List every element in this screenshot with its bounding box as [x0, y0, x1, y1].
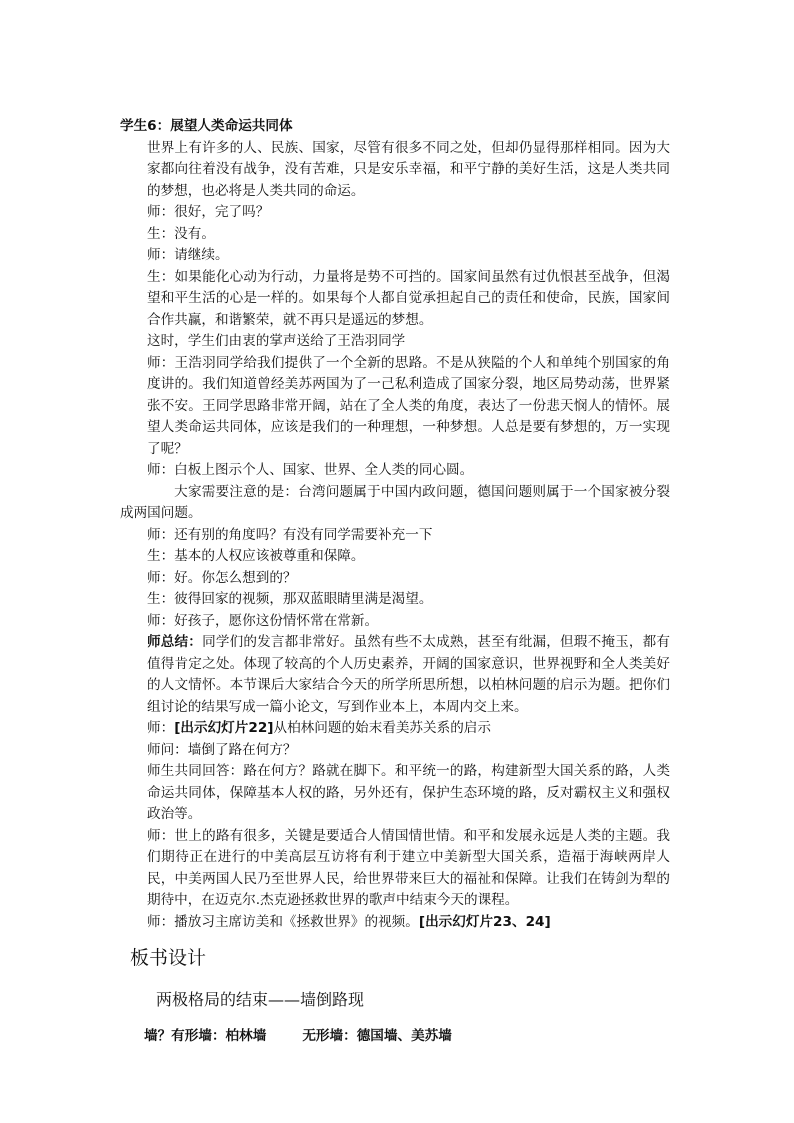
paragraph-9-text: 大家需要注意的是：台湾问题属于中国内政问题，德国问题则属于一个国家被分裂成两国问题。 [120, 483, 670, 521]
paragraph-19: 师：世上的路有很多，关键是要适合人情国情世情。和平和发展永远是人类的主题。我们期待正在进行的中美高层互访将有利于建立中美新型大国关系，造福于海峡两岸人民，中美两国人民乃至世界人民，给世界带来巨大的福祉和保障。让我们在铸剑为犁的期待中，在迈克尔.杰克逊拯救世界的歌声中结束今天的课程。 [147, 827, 670, 908]
paragraph-18: 师生共同回答：路在何方？路就在脚下。和平统一的路，构建新型大国关系的路，人类命运共同体，保障基本人权的路，另外还有，保护生态环境的路，反对霸权主义和强权政治等。 [147, 763, 670, 822]
board-row [144, 1025, 670, 1047]
paragraph-15 [120, 632, 670, 718]
paragraph-6: 这时，学生们由衷的掌声送给了王浩羽同学 [147, 333, 406, 349]
slide-22-label: [出示幻灯片22] [174, 720, 274, 736]
p20-text: 师：播放习主席访美和《拯救世界》的视频。 [147, 913, 419, 930]
paragraph-4: 师：请继续。 [147, 247, 229, 263]
p16-text: 从柏林问题的始末看美苏关系的启示 [273, 720, 491, 736]
paragraph-1: 世界上有许多的人、民族、国家，尽管有很多不同之处，但却仍显得那样相同。因为大家都向往着没有战争，没有苦难，只是安乐幸福，和平宁静的美好生活，这是人类共同的梦想，也必将是人类共同的命运。 [147, 139, 670, 199]
paragraph-9 [120, 482, 670, 525]
paragraph-2: 师：很好，完了吗？ [147, 204, 270, 220]
document-page [120, 116, 670, 1047]
paragraph-17: 师问：墙倒了路在何方？ [147, 741, 297, 758]
slide-23-24-label: [出示幻灯片23、24] [418, 913, 551, 930]
paragraph-8: 师：白板上图示个人、国家、世界、全人类的同心圆。 [147, 462, 474, 478]
board-subtitle: 两极格局的结束——墙倒路现 [156, 990, 365, 1009]
summary-text: 同学们的发言都非常好。虽然有些不太成熟，甚至有纰漏，但瑕不掩玉，都有值得肯定之处。体现了较高的个人历史素养，开阔的国家意识，世界视野和全人类美好的人文情怀。本节课后大家结合今天的所学所思所想，以柏林问题的启示为题。把你们组讨论的结果写成一篇小论文，写到作业本上，本周内交上来。 [147, 634, 671, 715]
board-design-title: 板书设计 [130, 947, 207, 969]
paragraph-5: 生：如果能化心动为行动，力量将是势不可挡的。国家间虽然有过仇恨甚至战争，但渴望和平生活的心是一样的。如果每个人都自觉承担起自己的责任和使命，民族，国家间合作共赢，和谐繁荣，就不再只是遥远的梦想。 [147, 268, 670, 328]
paragraph-16 [120, 718, 670, 740]
paragraph-14: 师：好孩子，愿你这份情怀常在常新。 [147, 612, 379, 629]
board-row-left: 墙？有形墙：柏林墙 [144, 1028, 267, 1044]
summary-label: 师总结： [147, 634, 203, 650]
paragraph-12: 师：好。你怎么想到的？ [147, 569, 297, 586]
paragraph-13: 生：彼得回家的视频，那双蓝眼睛里满是渴望。 [147, 591, 433, 607]
paragraph-3: 生：没有。 [147, 225, 215, 242]
paragraph-7: 师：王浩羽同学给我们提供了一个全新的思路。不是从狭隘的个人和单纯个别国家的角度讲的。我们知道曾经美苏两国为了一己私利造成了国家分裂，地区局势动荡，世界紧张不安。王同学思路非常开阔，站在了全人类的角度，表达了一份悲天悯人的情怀。展望人类命运共同体，应该是我们的一种理想，一种梦想。人总是要有梦想的，万一实现了呢？ [147, 354, 670, 457]
paragraph-11: 生：基本的人权应该被尊重和保障。 [147, 548, 365, 564]
section-heading: 学生6：展望人类命运共同体 [120, 118, 293, 134]
p16-prefix: 师： [147, 720, 175, 736]
paragraph-20 [120, 912, 670, 934]
paragraph-10: 师：还有别的角度吗？有没有同学需要补充一下 [147, 526, 433, 543]
board-row-right: 无形墙：德国墙、美苏墙 [302, 1028, 452, 1044]
